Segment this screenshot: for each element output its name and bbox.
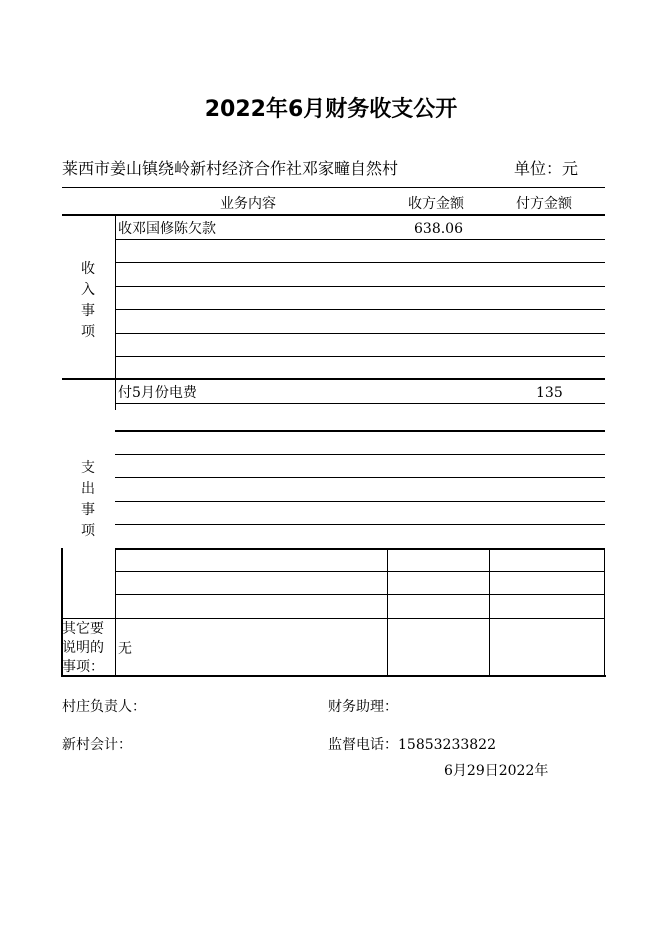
- report-title: 2022年6月财务收支公开: [204, 97, 458, 122]
- other-notes-label: 其它要说明的事项：: [62, 621, 104, 675]
- supervision-phone-label: 监督电话：: [328, 737, 398, 753]
- other-notes-value: 无: [118, 641, 132, 657]
- income-row-content: 收邓国修陈欠款: [118, 221, 216, 237]
- supervision-phone: [328, 736, 496, 754]
- income-row-amount: 638.06: [414, 221, 463, 237]
- unit-label: 单位：元: [514, 159, 579, 178]
- village-head-label: 村庄负责人：: [62, 699, 146, 715]
- income-section-label: 收入事项: [81, 261, 95, 340]
- expense-row-content: 付5月份电费: [118, 385, 197, 401]
- org-name: 莱西市姜山镇绕岭新村经济合作社邓家疃自然村: [62, 159, 399, 178]
- report-date: 6月29日2022年: [444, 763, 549, 779]
- header-expense-amount: 付方金额: [516, 196, 572, 212]
- expense-row-amount: 135: [536, 385, 563, 401]
- supervision-phone-number: 15853233822: [398, 737, 496, 753]
- expense-section-label: 支出事项: [81, 460, 95, 539]
- accountant-label: 新村会计：: [62, 737, 132, 753]
- header-content: 业务内容: [220, 196, 276, 212]
- header-income-amount: 收方金额: [408, 196, 464, 212]
- finance-assistant-label: 财务助理：: [328, 699, 398, 715]
